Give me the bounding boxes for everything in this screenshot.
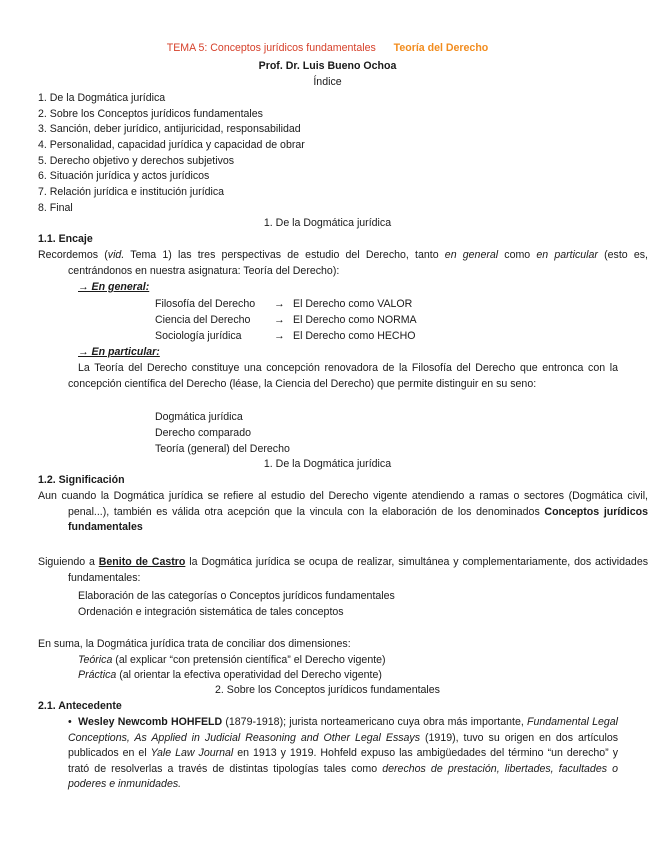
list-item: Dogmática jurídica [155,411,243,423]
perspective-object: El Derecho como NORMA [293,314,417,326]
dimension-item: Teórica (al explicar “con pretensión científica” el Derecho vigente) [78,654,386,666]
activity-item: Ordenación e integración sistemática de tales conceptos [78,606,344,618]
paragraph-theory: La Teoría del Derecho constituye una concepción renovadora de la Filosofía del Derecho que entronca con la concepción científica del Derecho (léase, la Ciencia del Derecho) que permite distinguir en su seno: [68,362,618,390]
perspective-discipline: Ciencia del Derecho [155,314,251,326]
list-item: Teoría (general) del Derecho [155,443,290,455]
index-item: 1. De la Dogmática jurídica [38,92,166,104]
index-item: 7. Relación jurídica e institución jurídica [38,186,225,198]
general-label: → En general: [78,281,150,293]
author-line: Prof. Dr. Luis Bueno Ochoa [258,60,397,72]
index-title: Índice [313,76,342,88]
section-title: 1. De la Dogmática jurídica [263,217,392,229]
bullet-icon: • [68,716,72,728]
paragraph-summary: En suma, la Dogmática jurídica trata de conciliar dos dimensiones: [38,638,351,650]
index-item: 6. Situación jurídica y actos jurídicos [38,170,210,182]
index-item: 8. Final [38,202,73,214]
list-item: Derecho comparado [155,427,251,439]
arrow-icon: → [274,330,285,342]
subsection-title: 1.2. Significación [38,474,125,486]
activity-item: Elaboración de las categorías o Conceptos jurídicos fundamentales [78,590,395,602]
paragraph-castro: Siguiendo a Benito de Castro la Dogmática jurídica se ocupa de realizar, simultánea y complementariamente, dos actividades fundamentales: [38,556,649,584]
index-item: 5. Derecho objetivo y derechos subjetivos [38,155,235,167]
index-item: 3. Sanción, deber jurídico, antijuricidad, responsabilidad [38,123,301,135]
perspective-discipline: Sociología jurídica [155,330,242,342]
arrow-icon: → [274,298,285,310]
index-item: 2. Sobre los Conceptos jurídicos fundamentales [38,108,263,120]
section-title: 2. Sobre los Conceptos jurídicos fundamentales [215,684,440,696]
subsection-title: 1.1. Encaje [38,233,93,245]
perspective-object: El Derecho como VALOR [293,298,413,310]
section-title: 1. De la Dogmática jurídica [263,458,392,470]
index-item: 4. Personalidad, capacidad jurídica y capacidad de obrar [38,139,305,151]
subject-title: Teoría del Derecho [393,42,489,54]
particular-label: → En particular: [78,346,160,358]
subsection-title: 2.1. Antecedente [38,700,122,712]
perspective-discipline: Filosofía del Derecho [155,298,256,310]
perspective-object: El Derecho como HECHO [293,330,416,342]
topic-title: TEMA 5: Conceptos jurídicos fundamentales [166,42,376,54]
paragraph-intro: Recordemos (vid. Tema 1) las tres perspectivas de estudio del Derecho, tanto en general como en particular (esto es, centrándonos en nuestra asignatura: Teoría del Derecho): [38,249,648,277]
paragraph-hohfeld: • Wesley Newcomb HOHFELD (1879-1918); jurista norteamericano cuya obra más importante, Fundamental Legal Conceptions, As Applied in Judicial Reasoning and Other Legal Essays (1919), tuvo su origen en dos artículos publicados en el Yale Law Journal en 1913 y 1919. Hohfeld expuso las ambigüedades del término “un derecho” y trató de resolverlas a través de distintas tipologías tales como derechos de prestación, libertades, facultades o poderes e inmunidades. [68,716,619,791]
arrow-icon: → [274,314,285,326]
paragraph-significance: Aun cuando la Dogmática jurídica se refiere al estudio del Derecho vigente atendiendo a ramas o sectores (Dogmática civil, penal...), también es válida otra acepción que la vincula con la elaboración de los denominados Conceptos jurídicos fundamentales [38,490,648,534]
document-header [0,41,655,55]
dimension-item: Práctica (al orientar la efectiva operatividad del Derecho vigente) [78,669,382,681]
